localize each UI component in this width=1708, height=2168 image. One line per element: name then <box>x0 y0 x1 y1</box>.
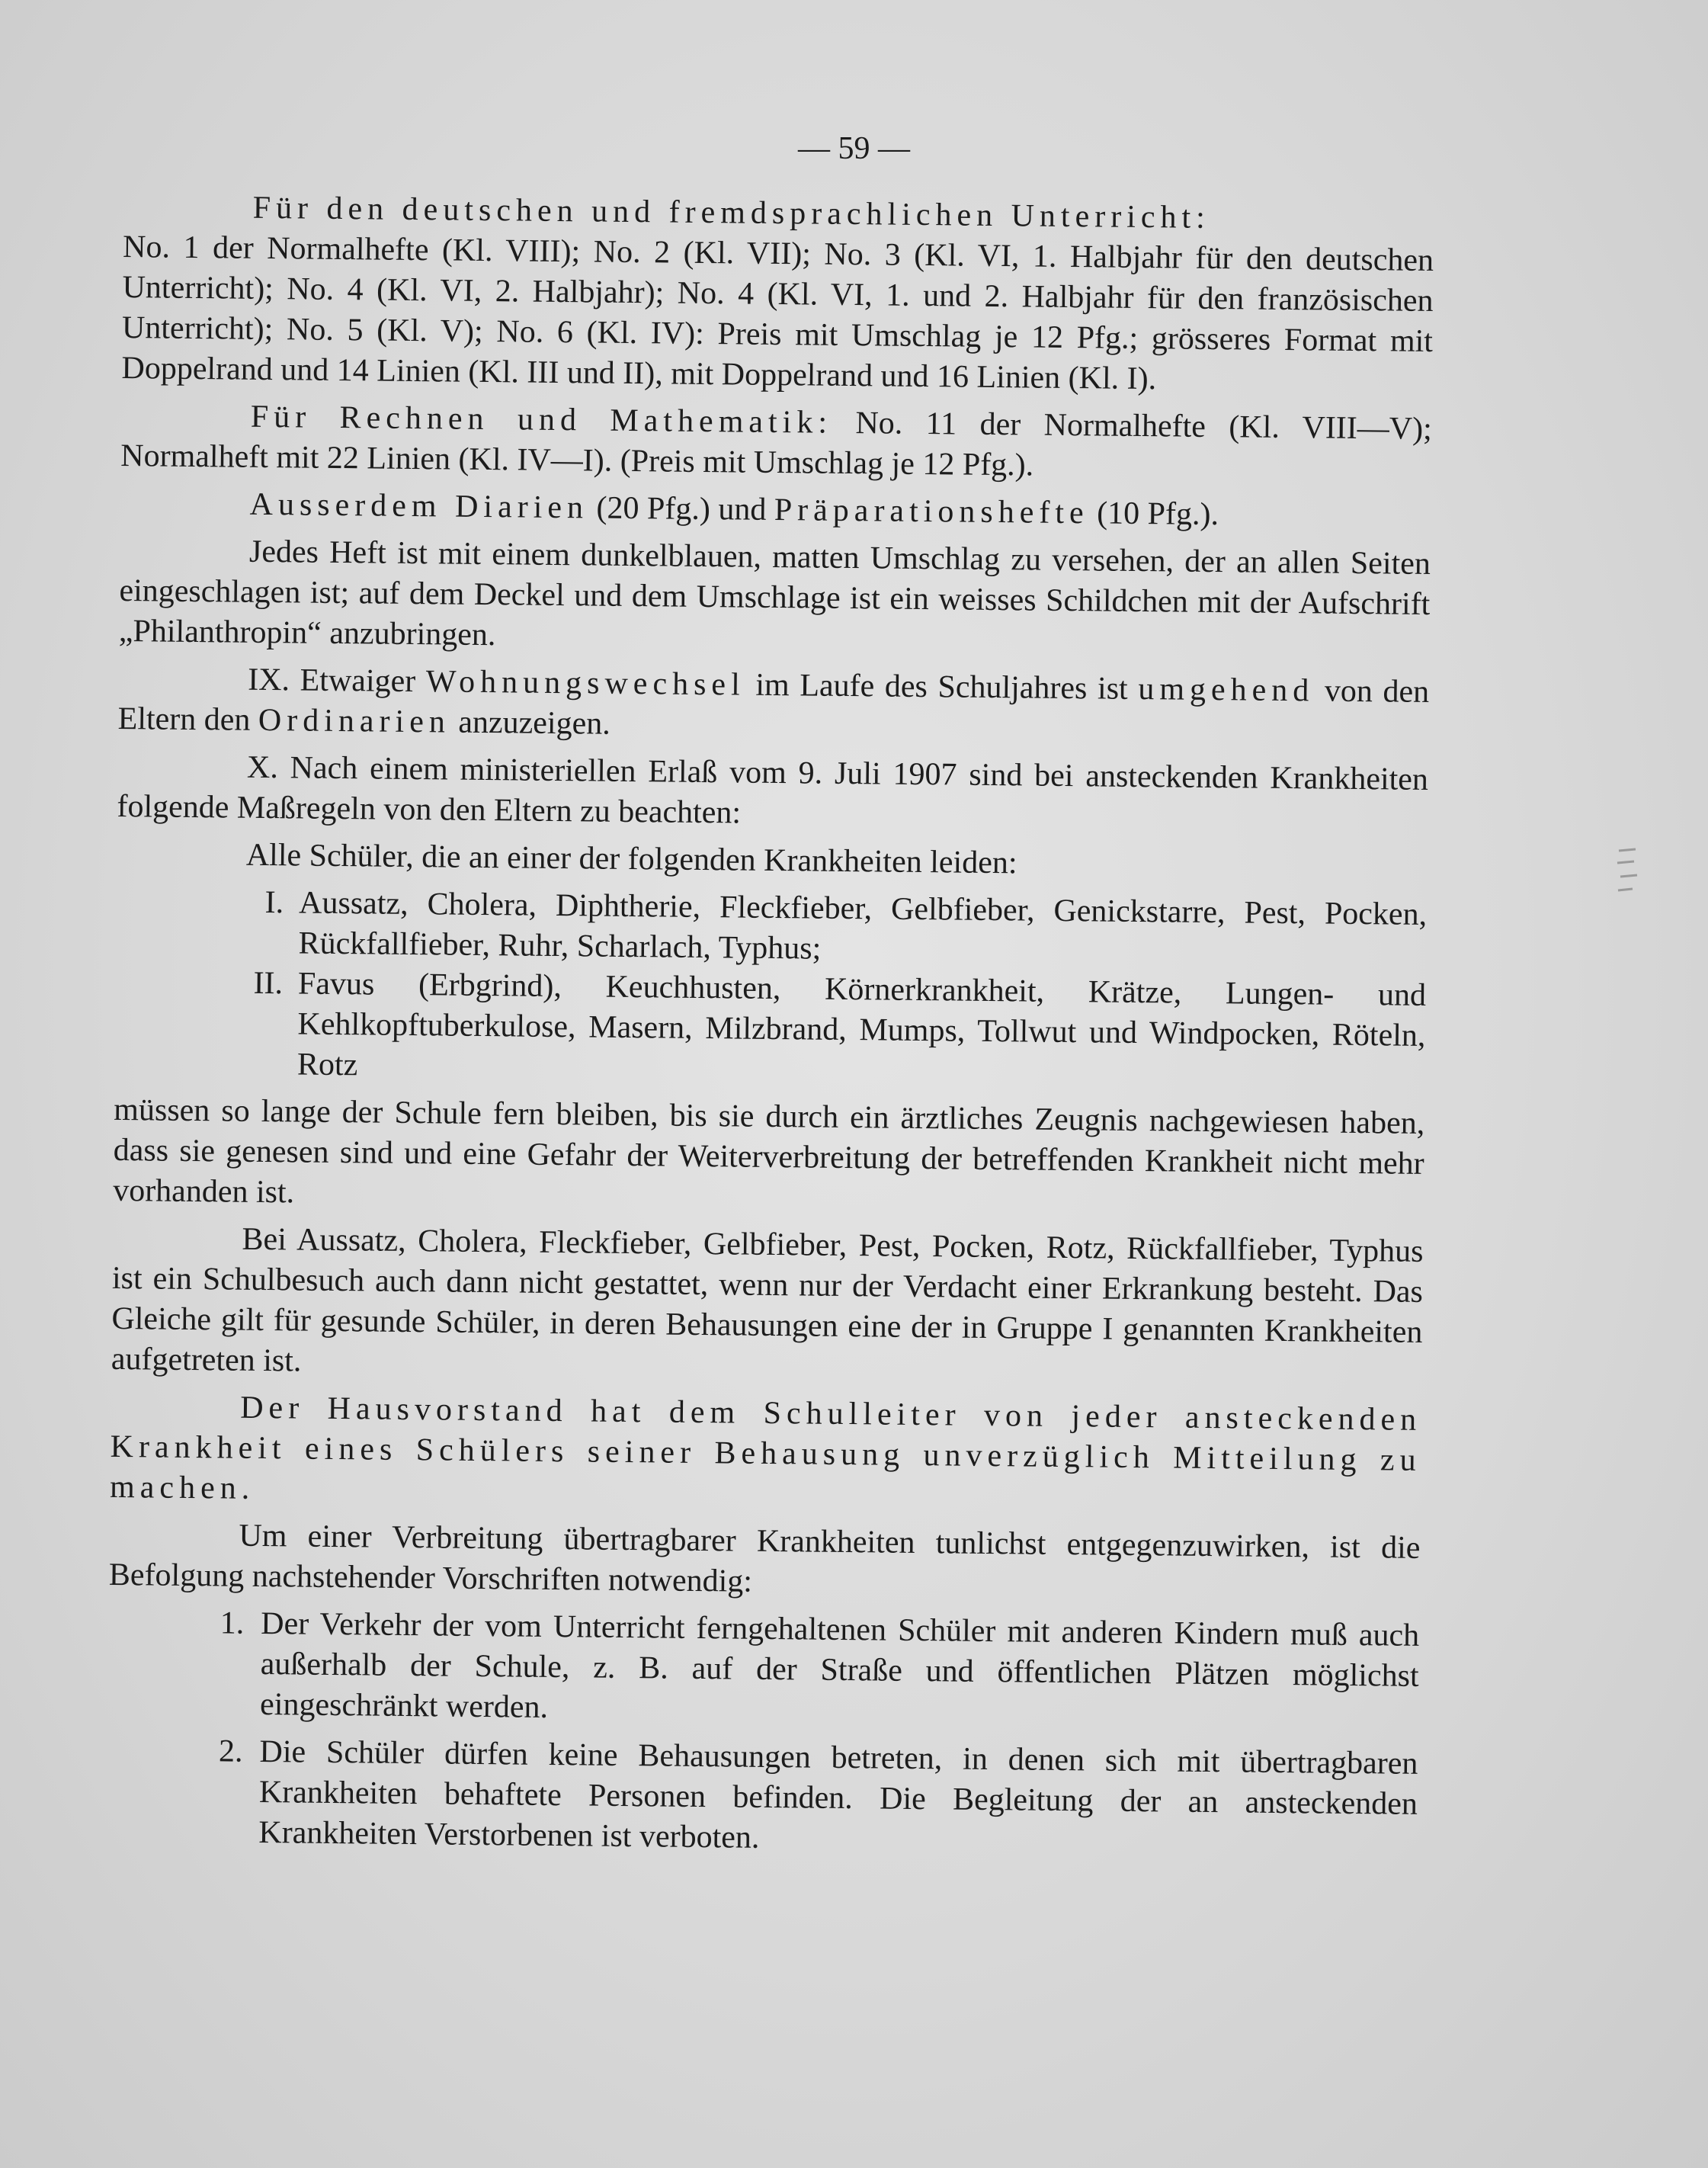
list-item-text: Die Schüler dürfen keine Behausungen betreten, in denen sich mit übertragbaren Krankheiten behaftete Personen befinden. Die Begleitung der an ansteckenden Krankheiten Verstorbenen ist verboten. <box>258 1733 1418 1855</box>
list-item <box>107 1602 1420 1737</box>
paragraph-stay-away: müssen so lange der Schule fern bleiben, bis sie durch ein ärztliches Zeugnis nachgewiesen haben, dass sie genesen sind und eine Gefahr der Weiterverbreitung der betreffenden Krankheit nicht mehr vorhanden ist. <box>112 1092 1425 1211</box>
moving-emphasis-1: Wohnungswechsel <box>425 664 746 703</box>
paragraph-decree: X. Nach einem ministeriellen Erlaß vom 9. Juli 1907 sind bei ansteckenden Krankheiten folgende Maßregeln von den Eltern zu beachten: <box>117 749 1429 831</box>
moving-text-4: anzuzeigen. <box>458 704 610 742</box>
list-item-number: II. <box>253 965 284 1002</box>
paragraph-german-notebooks <box>121 187 1434 402</box>
preparation-label: Präparationshefte <box>774 492 1089 531</box>
list-item <box>115 881 1427 976</box>
paragraph-all-students: Alle Schüler, die an einer der folgenden Krankheiten leiden: <box>245 837 1017 881</box>
moving-text-1: IX. Etwaiger <box>247 662 416 700</box>
page-body <box>106 187 1434 1872</box>
paragraph-diaries <box>120 483 1431 537</box>
list-item <box>114 962 1427 1097</box>
list-item-text: Favus (Erbgrind), Keuchhusten, Körnerkrankheit, Krätze, Lungen- und Kehlkopftuberkulose, Masern, Milzbrand, Mumps, Tollwut und Windpocken, Röteln, Rotz <box>296 966 1427 1083</box>
diaries-label: Ausserdem Diarien <box>249 486 589 526</box>
math-notebook-text: No. 11 der Normalhefte (Kl. VIII—V); Normalheft mit 22 Linien (Kl. IV—I). (Preis mit Umschlag je 12 Pfg.). <box>120 406 1433 483</box>
paragraph-head-of-household <box>110 1387 1422 1522</box>
rules-list <box>106 1602 1419 1865</box>
moving-emphasis-2: umgehend <box>1138 671 1315 709</box>
paragraph-math-notebooks <box>120 396 1432 490</box>
disease-group-list <box>114 881 1428 1097</box>
household-text-1: Der Hausvorstand hat dem Schulleiter von jeder ansteckenden Krankheit eines Schülers seiner Behausung <box>110 1390 1422 1473</box>
diaries-price: (20 Pfg.) und <box>596 490 767 528</box>
paragraph-prevention: Um einer Verbreitung übertragbarer Krankheiten tunlichst entgegenzuwirken, ist die Befolgung nachstehender Vorschriften notwendig: <box>108 1518 1421 1599</box>
notebook-list-text: No. 1 der Normalhefte (Kl. VIII); No. 2 (Kl. VII); No. 3 (Kl. VI, 1. Halbjahr für den deutschen Unterricht); No. 4 (Kl. VI, 2. Halbjahr); No. 4 (Kl. VI, 1. und 2. Halbjahr für den französischen Unterricht); No. 5 (Kl. V); No. 6 (Kl. IV): Preis mit Umschlag je 12 Pfg.; grösseres Format mit Doppelrand und 14 Linien (Kl. III und II), mit Doppelrand und 16 Linien (Kl. I). <box>121 229 1434 397</box>
section-label-math: Für Rechnen und Mathematik: <box>250 399 833 441</box>
paragraph-cover-rules: Jedes Heft ist mit einem dunkelblauen, matten Umschlag zu versehen, der an allen Seiten eingeschlagen ist; auf dem Deckel und dem Umschlage ist ein weisses Schildchen mit der Aufschrift „Philanthropin“ anzubringen. <box>118 534 1431 653</box>
list-item-number: 2. <box>218 1733 243 1769</box>
list-item-text: Der Verkehr der vom Unterricht ferngehaltenen Schüler mit anderen Kindern muß auch außerhalb der Schule, z. B. auf der Straße und öffentlichen Plätzen möglichst eingeschränkt werden. <box>259 1605 1420 1725</box>
moving-emphasis-3: Ordinarien <box>258 702 451 740</box>
list-item-number: I. <box>264 884 284 921</box>
moving-text-3: von den Eltern den <box>117 673 1430 738</box>
household-text-2: unverzüglich Mitteilung zu machen. <box>109 1438 1421 1506</box>
scan-artifact-icon <box>1616 846 1639 900</box>
page-number: — 59 — <box>798 131 910 166</box>
section-label-german: Für den deutschen und fremdsprachlichen Unterricht: <box>252 190 1211 236</box>
paragraph-suspicion: Bei Aussatz, Cholera, Fleckfieber, Gelbfieber, Pest, Pocken, Rotz, Rückfallfieber, Typhus ist ein Schulbesuch auch dann nicht gestattet, wenn nur der Verdacht einer Erkrankung besteht. Das Gleiche gilt für gesunde Schüler, in deren Behausungen eine der in Gruppe I genannten Krankheiten aufgetreten ist. <box>111 1221 1424 1379</box>
preparation-price: (10 Pfg.). <box>1096 495 1219 533</box>
paragraph-moving <box>117 659 1429 753</box>
list-item-text: Aussatz, Cholera, Diphtherie, Fleckfieber, Gelbfieber, Genickstarre, Pest, Pocken, Rückfallfieber, Ruhr, Scharlach, Typhus; <box>298 885 1428 967</box>
list-item-number: 1. <box>220 1605 245 1641</box>
list-item <box>106 1730 1418 1865</box>
moving-text-2: im Laufe des Schuljahres ist <box>755 667 1128 707</box>
